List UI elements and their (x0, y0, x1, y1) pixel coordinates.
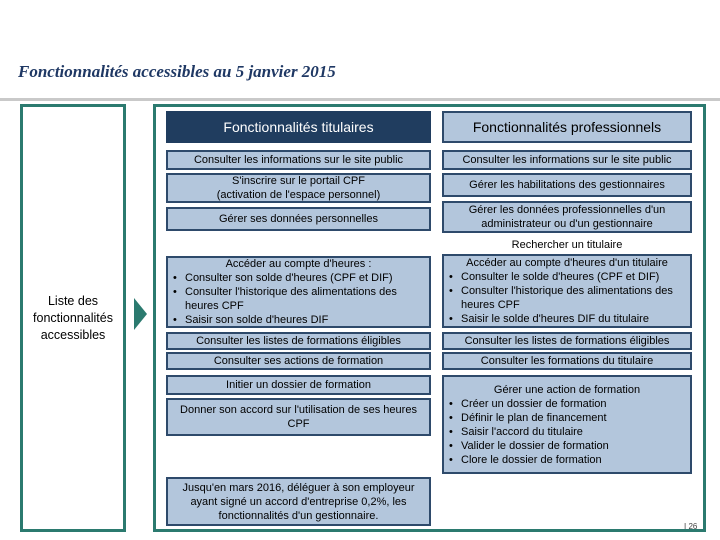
tit-inscrire: S'inscrire sur le portail CPF (activation de l'espace personnel) (166, 173, 431, 203)
pro-listes-formations: Consulter les listes de formations éligibles (442, 332, 692, 350)
header-titulaires: Fonctionnalités titulaires (166, 111, 431, 143)
tit-compte-heures: Accéder au compte d'heures : • Consulter son solde d'heures (CPF et DIF) • Consulter l'historique des alimentations des heures CPF • Saisir son solde d'heures DIF (166, 256, 431, 328)
tit-consulter-site: Consulter les informations sur le site public (166, 150, 431, 170)
tit-gerer-donnees: Gérer ses données personnelles (166, 207, 431, 231)
pro-consulter-site: Consulter les informations sur le site public (442, 150, 692, 170)
arrow-right-icon (134, 298, 147, 330)
header-professionnels: Fonctionnalités professionnels (442, 111, 692, 143)
tit-listes-formations: Consulter les listes de formations éligibles (166, 332, 431, 350)
pro-gerer-action: Gérer une action de formation • Créer un dossier de formation • Définir le plan de financement • Saisir l'accord du titulaire • Valider le dossier de formation • Clore le dossier de formation (442, 375, 692, 474)
tit-donner-accord: Donner son accord sur l'utilisation de ses heures CPF (166, 398, 431, 436)
tit-actions-formation: Consulter ses actions de formation (166, 352, 431, 370)
tit-compte-list: • Consulter son solde d'heures (CPF et DIF) • Consulter l'historique des alimentations des heures CPF • Saisir son solde d'heures DIF (172, 271, 425, 327)
left-label: Liste des fonctionnalités accessibles (33, 293, 113, 342)
pro-formations-titulaire: Consulter les formations du titulaire (442, 352, 692, 370)
pro-compte-heures: Accéder au compte d'heures d'un titulaire • Consulter le solde d'heures (CPF et DIF) • Consulter l'historique des alimentations des heures CPF • Saisir le solde d'heures DIF du titulaire (442, 254, 692, 328)
left-label-box (20, 104, 126, 532)
pro-gerer-donnees: Gérer les données professionnelles d'un administrateur ou d'un gestionnaire (442, 201, 692, 233)
tit-initier-dossier: Initier un dossier de formation (166, 375, 431, 395)
pro-action-list: • Créer un dossier de formation • Définir le plan de financement • Saisir l'accord du titulaire • Valider le dossier de formation • Clore le dossier de formation (448, 397, 686, 467)
page-title: Fonctionnalités accessibles au 5 janvier 2015 (18, 62, 336, 81)
tit-deleguer: Jusqu'en mars 2016, déléguer à son employeur ayant signé un accord d'entreprise 0,2%, les fonctionnalités d'un gestionnaire. (166, 477, 431, 526)
pro-gerer-habilitations: Gérer les habilitations des gestionnaires (442, 173, 692, 197)
page-number: I 26 (684, 522, 698, 531)
title-divider (0, 98, 720, 101)
pro-compte-list: • Consulter le solde d'heures (CPF et DIF) • Consulter l'historique des alimentations des heures CPF • Saisir le solde d'heures DIF du titulaire (448, 270, 686, 326)
pro-rechercher: Rechercher un titulaire (511, 239, 623, 251)
